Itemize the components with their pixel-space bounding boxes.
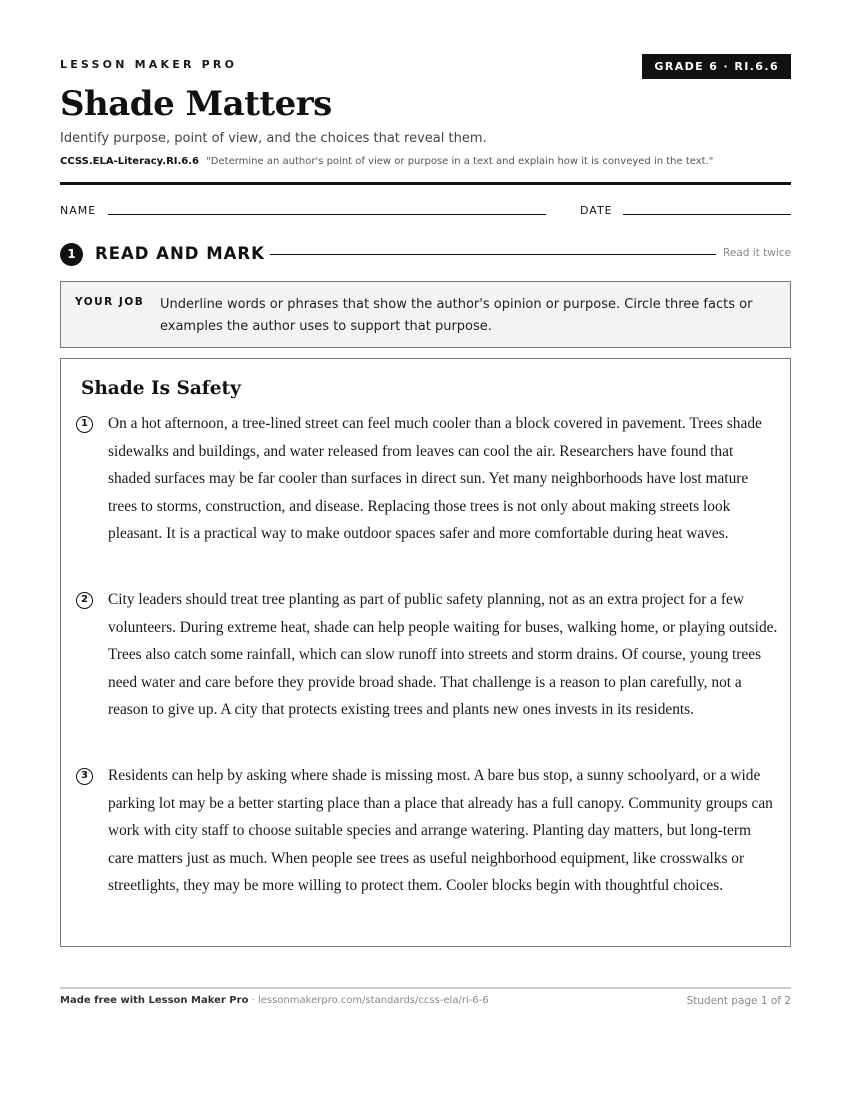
paragraph-text: City leaders should treat tree planting as part of public safety planning, not as an extra project for a few volunteers. During extreme heat, shade can help people waiting for buses, walking home, or playing outside. Trees also catch some rainfall, which can slow runoff into streets and storm drains. Of course, young trees need water and care before they provide broad shade. That challenge is a reason to plan carefully, not a reason to give up. A city that protects existing trees and plants new ones invests in its residents. [108, 591, 778, 718]
paragraph-text: On a hot afternoon, a tree-lined street can feel much cooler than a block covered in pavement. Trees shade sidewalks and buildings, and water released from leaves can cool the air. Researchers have found that shaded surfaces may be far cooler than surfaces in direct sun. Yet many neighborhoods have lost mature trees to storms, construction, and disease. Replacing those trees is not only about making streets look pleasant. It is a practical way to make outdoor spaces safer and more comfortable during heat waves. [108, 415, 762, 542]
section-note: Read it twice [723, 247, 791, 259]
date-field[interactable] [623, 214, 791, 215]
section-header [60, 242, 791, 268]
footer-made-with: Made free with Lesson Maker Pro [60, 995, 249, 1006]
page-subtitle: Identify purpose, point of view, and the choices that reveal them. [60, 131, 487, 146]
brand-name: LESSON MAKER PRO [60, 58, 238, 71]
instructions-text: Underline words or phrases that show the author's opinion or purpose. Circle three facts or examples the author uses to support that purpose. [160, 297, 753, 334]
section-divider [270, 254, 716, 255]
footer-divider [60, 987, 791, 989]
passage-title: Shade Is Safety [81, 378, 241, 399]
paragraph-number-badge: 2 [76, 592, 93, 609]
footer-separator: · [248, 995, 258, 1006]
standard-line [60, 156, 713, 167]
date-label: DATE [580, 204, 613, 217]
paragraph-text: Residents can help by asking where shade is missing most. A bare bus stop, a sunny schoolyard, or a wide parking lot may be a better starting place than a place that already has a full canopy. Community groups can work with city staff to choose suitable species and arrange watering. Planting day matters, but long-term care matters just as much. When people see trees as useful neighborhood equipment, like crosswalks or streetlights, they may be more willing to protect them. Cooler blocks begin with thoughtful choices. [108, 767, 773, 894]
instructions-label: YOUR JOB [75, 296, 145, 308]
standard-text: "Determine an author's point of view or purpose in a text and explain how it is conveyed in the text." [206, 156, 714, 167]
grade-badge: GRADE 6 · RI.6.6 [642, 54, 791, 79]
paragraph-number-badge: 1 [76, 416, 93, 433]
standard-code: CCSS.ELA-Literacy.RI.6.6 [60, 156, 200, 167]
section-number-badge: 1 [60, 243, 83, 266]
page-title: Shade Matters [60, 84, 332, 124]
name-field[interactable] [108, 214, 546, 215]
footer-url-link[interactable]: lessonmakerpro.com/standards/ccss-ela/ri-6-6 [257, 995, 489, 1006]
name-label: NAME [60, 204, 97, 217]
header-divider [60, 182, 791, 185]
footer-page-label: Student page 1 of 2 [686, 995, 791, 1007]
footer-credit [60, 995, 489, 1006]
instructions-box [60, 281, 791, 348]
paragraph-number-badge: 3 [76, 768, 93, 785]
section-title: READ AND MARK [95, 244, 265, 263]
passage-box [60, 358, 791, 947]
